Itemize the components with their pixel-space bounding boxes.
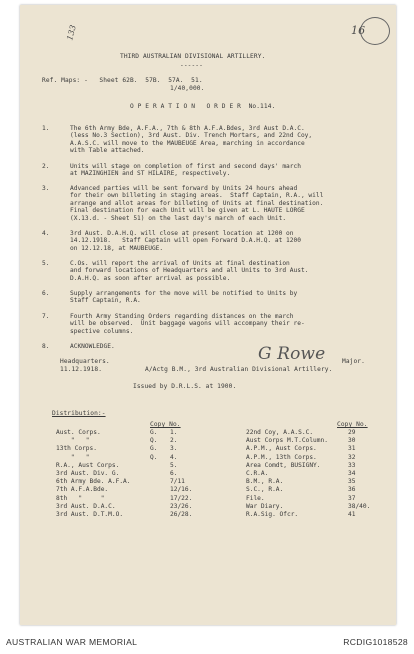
distribution-copy-number: 29 [348,429,356,436]
distribution-recipient: Area Comdt, BUSIGNY. [246,461,321,469]
hq-date: 11.12.1918. [60,366,103,373]
distribution-copy-number: 5. [170,461,178,469]
heading-dashes: ------ [180,62,203,69]
distribution-recipient: 22nd Coy, A.A.S.C. [246,429,314,436]
hq-label: Headquarters. [60,358,110,365]
distribution-recipient: " " [56,437,90,445]
para-number: 3. [42,185,50,192]
distribution-copy-number: 30 [348,437,356,445]
distribution-recipient: A.P.M., Aust Corps. [246,445,317,453]
footer-credit: AUSTRALIAN WAR MEMORIAL [6,637,138,647]
distribution-dept: Q. [150,453,158,461]
para-number: 7. [42,313,50,320]
distribution-copy-number: 41 [348,511,356,518]
signature: G Rowe [258,344,326,364]
para-number: 8. [42,343,50,350]
para-number: 2. [42,163,50,170]
distribution-copy-number: 3. [170,445,178,453]
para-text: 3rd Aust. D.A.H.Q. will close at present location at 1200 on 14.12.1918. Staff Captain will open Forward D.A.H.Q. at 1200 on 12.12.18, at MAUBEUGE. [70,230,301,252]
para-text: Units will stage on completion of first and second days' march at MAZINGHIEN and ST HILAIRE, respectively. [70,163,301,178]
left-copy-header: Copy No. [150,421,181,428]
distribution-recipient: File. [246,494,265,502]
distribution-copy-number: 31 [348,445,356,453]
distribution-copy-number: 7/11 [170,478,185,486]
distribution-copy-number: 1. [170,429,178,436]
distribution-recipient: 8th " " [56,494,105,502]
para-text: Supply arrangements for the move will be notified to Units by Staff Captain, R.A. [70,290,298,305]
distribution-copy-number: 6. [170,470,178,477]
distribution-recipient: Aust. Corps. [56,429,101,436]
footer-id: RCDIG1018528 [343,637,408,647]
distribution-recipient: 3rd Aust. Div. G. [56,470,120,477]
para-text: ACKNOWLEDGE. [70,343,115,350]
rank: Major. [342,358,365,365]
distribution-recipient: War Diary. [246,502,284,510]
order-title: O P E R A T I O N O R D E R No.114. [130,103,276,110]
heading: THIRD AUSTRALIAN DIVISIONAL ARTILLERY. [120,53,266,60]
distribution-recipient: 7th A.F.A.Bde. [56,486,109,494]
margin-note: 133 [65,23,78,42]
distribution-copy-number: 17/22. [170,494,193,502]
para-number: 1. [42,125,50,132]
distribution-recipient: R.A., Aust Corps. [56,461,120,469]
distribution-copy-number: 23/26. [170,502,193,510]
para-number: 4. [42,230,50,237]
distribution-recipient: 6th Army Bde. A.F.A. [56,478,131,486]
distribution-recipient: Aust Corps M.T.Column. [246,437,328,445]
distribution-dept: G. [150,429,158,436]
distribution-recipient: C.R.A. [246,470,269,477]
distribution-recipient: S.C., R.A. [246,486,284,494]
corner-mark: 16 [351,24,366,37]
right-copy-header: Copy No. [337,421,368,428]
para-text: C.Os. will report the arrival of Units at final destination and forward locations of Headquarters and all Units to 3rd Aust. D.A.H.Q. as soon after arrival as possible. [70,260,309,282]
para-number: 6. [42,290,50,297]
distribution-recipient: B.M., R.A. [246,478,284,486]
para-text: Fourth Army Standing Orders regarding distances on the march will be observed. Unit baggage wagons will accompany their re- spective columns. [70,313,305,335]
distribution-recipient: R.A.Sig. Ofcr. [246,511,299,518]
distribution-recipient: " " [56,453,90,461]
distribution-copy-number: 4. [170,453,178,461]
distribution-copy-number: 32 [348,453,356,461]
ref-maps: Ref. Maps: - Sheet 62B. 57B. 57A. 51. [42,77,203,84]
para-number: 5. [42,260,50,267]
distribution-recipient: A.P.M., 13th Corps. [246,453,317,461]
para-text: Advanced parties will be sent forward by Units 24 hours ahead for their own billeting in staging areas. Staff Captain, R.A., will arrange and allot areas for billeting of Units at final destination. Final destination for each Unit will be given at L. HAUTE LORGE (X.13.d. - Sheet 51) on the last day's march of each Unit. [70,185,324,222]
distribution-recipient: 3rd Aust. D.A.C. [56,502,116,510]
para-text: The 6th Army Bde, A.F.A., 7th & 8th A.F.A.Bdes, 3rd Aust D.A.C. (less No.3 Section), 3rd Aust. Div. Trench Mortars, and 22nd Coy, A.A.S.C. will move to the MAUBEUGE Area, marching in accordance with Table attached. [70,125,313,155]
distribution-label: Distribution:- [52,410,106,417]
distribution-dept: G. [150,445,158,453]
issued-note: Issued by D.R.L.S. at 1900. [133,383,237,390]
distribution-dept: Q. [150,437,158,445]
distribution-copy-number: 35 [348,478,356,486]
distribution-copy-number: 37 [348,494,356,502]
distribution-copy-number: 34 [348,470,356,477]
distribution-copy-number: 36 [348,486,356,494]
distribution-copy-number: 26/28. [170,511,193,518]
distribution-copy-number: 33 [348,461,356,469]
distribution-recipient: 13th Corps. [56,445,97,453]
distribution-copy-number: 12/16. [170,486,193,494]
distribution-recipient: 3rd Aust. D.T.M.O. [56,511,124,518]
map-scale: 1/40,000. [170,85,205,92]
distribution-copy-number: 2. [170,437,178,445]
sign-line: A/Actg B.M., 3rd Australian Divisional Artillery. [145,366,333,373]
distribution-copy-number: 38/40. [348,502,371,510]
document-page [20,5,396,625]
